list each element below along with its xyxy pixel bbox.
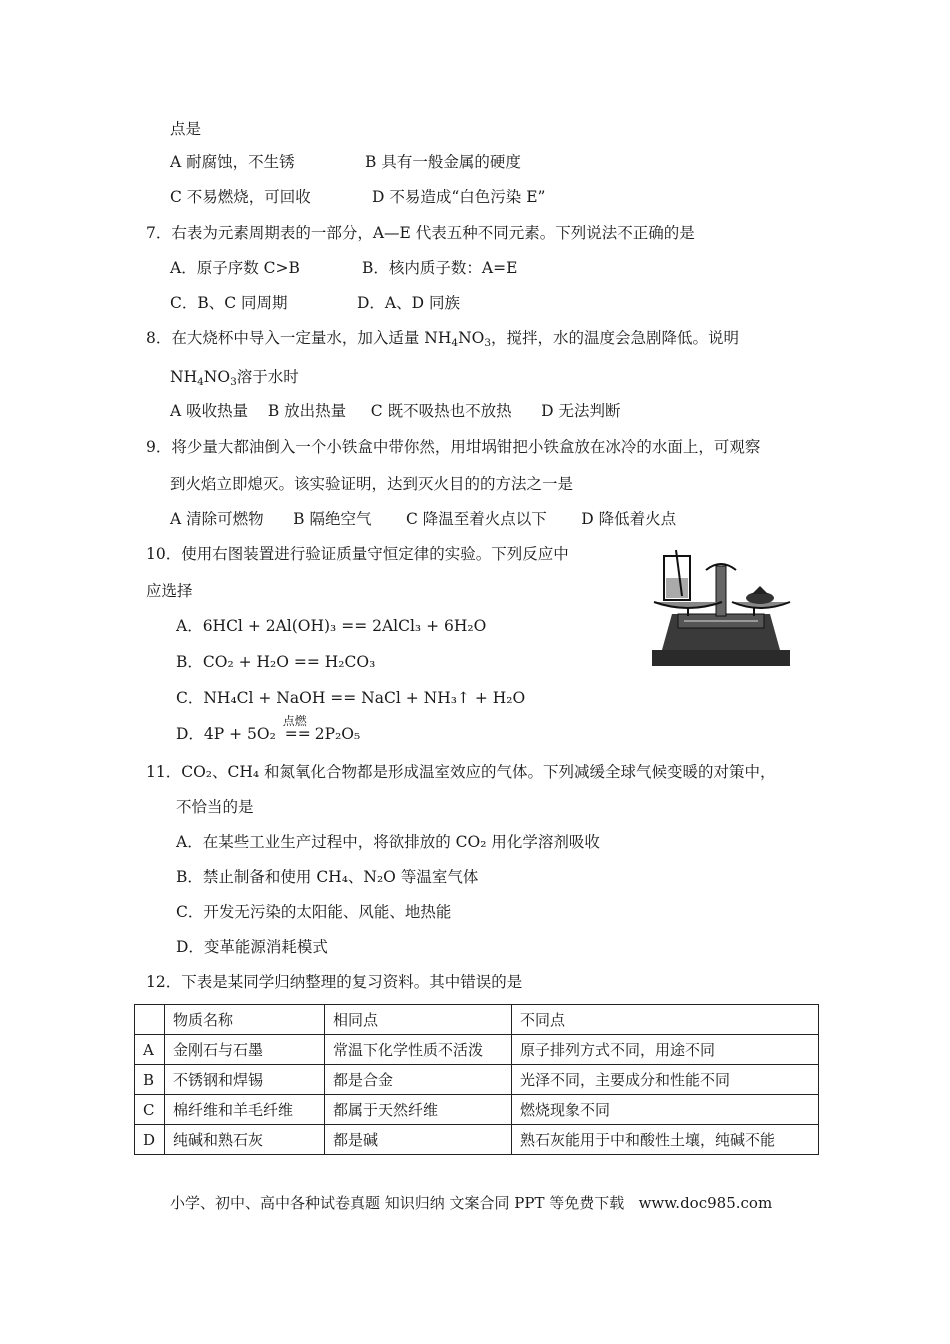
table-cell: C	[135, 1095, 165, 1125]
q7-option-d: D．A、D 同族	[357, 294, 460, 312]
table-cell: 原子排列方式不同，用途不同	[512, 1035, 819, 1065]
q8-cont-text-1: NH	[170, 368, 198, 386]
table-cell: 纯碱和熟石灰	[165, 1125, 325, 1155]
q7-option-a: A．原子序数 C>B	[170, 259, 300, 277]
q11-option-a: A．在某些工业生产过程中，将欲排放的 CO₂ 用化学溶剂吸收	[176, 833, 600, 851]
header-cell: 物质名称	[165, 1005, 325, 1035]
question-9: 9．将少量大都油倒入一个小铁盒中带你然，用坩埚钳把小铁盒放在冰冷的水面上，可观察	[146, 438, 761, 456]
question-11: 11．CO₂、CH₄ 和氮氧化合物都是形成温室效应的气体。下列减缓全球气候变暖的对策中，	[146, 763, 776, 781]
table-cell: A	[135, 1035, 165, 1065]
q11-option-b: B．禁止制备和使用 CH₄、N₂O 等温室气体	[176, 868, 479, 886]
q10d-product: 2P₂O₅	[314, 725, 361, 743]
table-cell: 光泽不同，主要成分和性能不同	[512, 1065, 819, 1095]
q7-option-c: C．B、C 同周期	[170, 294, 288, 312]
q8-cont-text-3: 溶于水时	[236, 368, 299, 386]
balance-scale-image	[648, 548, 794, 668]
table-row	[135, 1125, 819, 1155]
q8-sub-1: 4	[451, 337, 459, 349]
option-a: A 耐腐蚀，不生锈	[170, 153, 295, 171]
header-cell: 不同点	[512, 1005, 819, 1035]
table-cell: 燃烧现象不同	[512, 1095, 819, 1125]
q8-cont-sub-1: 4	[197, 376, 204, 388]
text-line: 点是	[170, 120, 202, 138]
question-12: 12．下表是某同学归纳整理的复习资料。其中错误的是	[146, 973, 523, 991]
option-d: D 不易造成“白色污染 E”	[372, 188, 546, 206]
q7-option-b: B．核内质子数：A=E	[362, 259, 518, 277]
q8-text-1: 8．在大烧杯中导入一定量水，加入适量 NH	[146, 329, 452, 347]
table-cell: 金刚石与石墨	[165, 1035, 325, 1065]
table-cell: D	[135, 1125, 165, 1155]
q10-option-b: B．CO₂ + H₂O == H₂CO₃	[176, 653, 376, 671]
table-cell: 都属于天然纤维	[325, 1095, 512, 1125]
page-footer: 小学、初中、高中各种试卷真题 知识归纳 文案合同 PPT 等免费下载 www.doc985.com	[170, 1194, 773, 1212]
table-cell: 常温下化学性质不活泼	[325, 1035, 512, 1065]
q8-options: A 吸收热量 B 放出热量 C 既不吸热也不放热 D 无法判断	[170, 402, 621, 420]
header-cell	[135, 1005, 165, 1035]
question-7: 7．右表为元素周期表的一部分，A—E 代表五种不同元素。下列说法不正确的是	[146, 224, 695, 242]
question-8	[146, 328, 739, 353]
table-cell: B	[135, 1065, 165, 1095]
review-table	[134, 1004, 819, 1155]
question-8-cont	[170, 367, 299, 392]
table-row	[135, 1065, 819, 1095]
q10-option-d	[176, 714, 361, 744]
q9-options: A 清除可燃物 B 隔绝空气 C 降温至着火点以下 D 降低着火点	[170, 510, 677, 528]
q8-cont-text-2: NO	[203, 368, 231, 386]
table-cell: 棉纤维和羊毛纤维	[165, 1095, 325, 1125]
table-cell: 不锈钢和焊锡	[165, 1065, 325, 1095]
question-9-cont: 到火焰立即熄灭。该实验证明，达到灭火目的的方法之一是	[170, 475, 574, 493]
question-10: 10．使用右图装置进行验证质量守恒定律的实验。下列反应中	[146, 545, 569, 563]
q10d-equals: ==	[284, 725, 311, 743]
table-header-row	[135, 1005, 819, 1035]
q10d-arrow	[281, 714, 315, 744]
table-cell: 熟石灰能用于中和酸性土壤，纯碱不能	[512, 1125, 819, 1155]
q10d-reactants: D．4P + 5O₂	[176, 725, 276, 743]
q11-option-d: D．变革能源消耗模式	[176, 938, 328, 956]
q8-sub-2: 3	[484, 337, 492, 349]
table-row	[135, 1095, 819, 1125]
question-10-cont: 应选择	[146, 582, 193, 600]
option-b: B 具有一般金属的硬度	[365, 153, 521, 171]
q8-cont-sub-2: 3	[230, 376, 237, 388]
option-c: C 不易燃烧，可回收	[170, 188, 311, 206]
question-11-cont: 不恰当的是	[176, 798, 254, 816]
table-row	[135, 1035, 819, 1065]
q11-option-c: C．开发无污染的太阳能、风能、地热能	[176, 903, 452, 921]
q10-option-a: A．6HCl + 2Al(OH)₃ == 2AlCl₃ + 6H₂O	[176, 617, 487, 635]
table-cell: 都是碱	[325, 1125, 512, 1155]
q8-text-3: ，搅拌，水的温度会急剧降低。说明	[491, 329, 740, 347]
q10-option-c: C．NH₄Cl + NaOH == NaCl + NH₃↑ + H₂O	[176, 689, 526, 707]
table-cell: 都是合金	[325, 1065, 512, 1095]
q8-text-2: NO	[458, 329, 485, 347]
header-cell: 相同点	[325, 1005, 512, 1035]
q10d-condition: 点燃	[282, 714, 307, 728]
